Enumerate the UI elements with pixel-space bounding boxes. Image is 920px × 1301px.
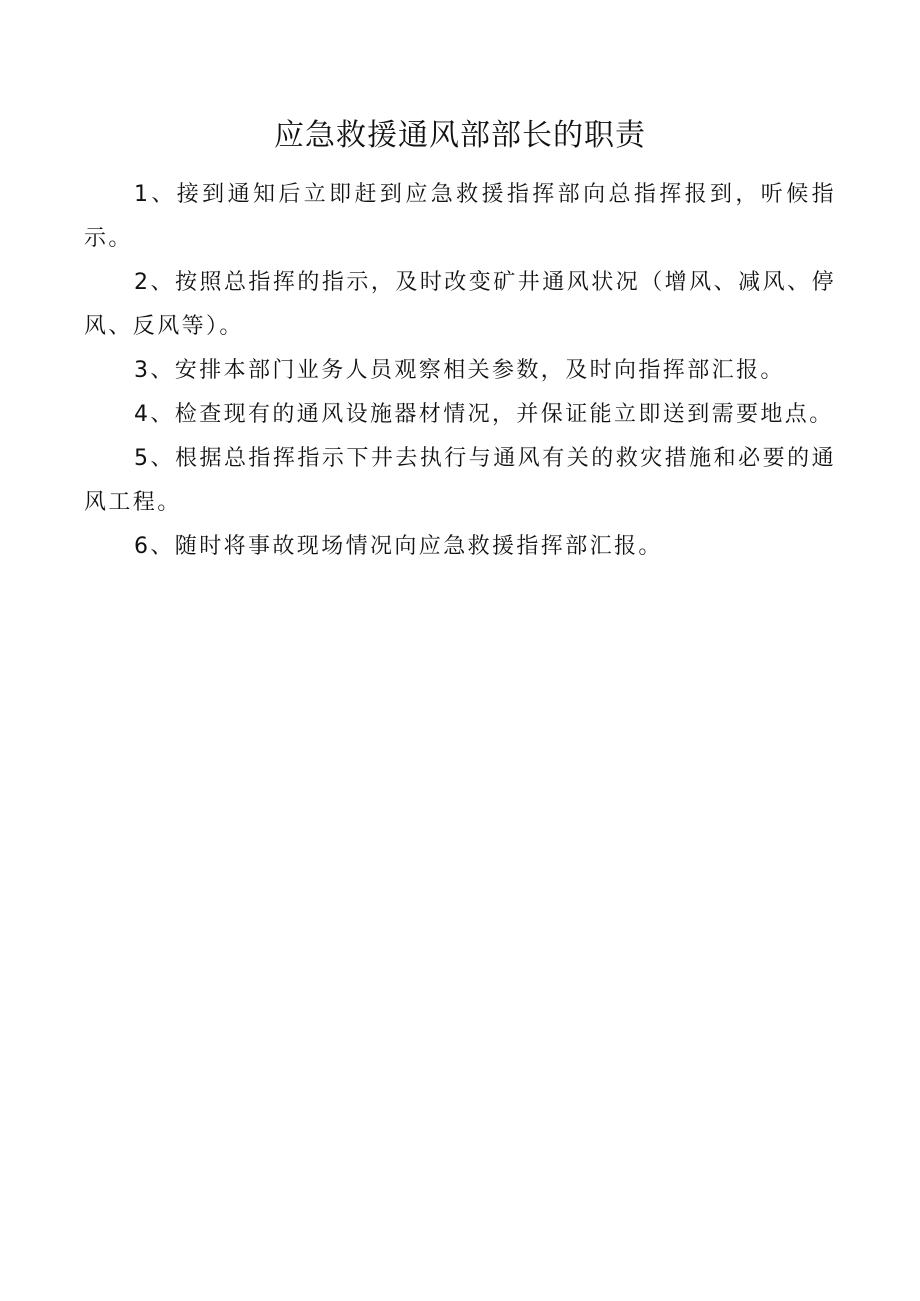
duty-item-1: 1、接到通知后立即赶到应急救援指挥部向总指挥报到，听候指示。 [84,182,836,251]
duty-item-2: 2、按照总指挥的指示，及时改变矿井通风状况（增风、减风、停风、反风等）。 [84,270,836,339]
duty-item-6: 6、随时将事故现场情况向应急救援指挥部汇报。 [134,534,663,559]
document-title: 应急救援通风部部长的职责 [274,118,646,153]
duty-item-5: 5、根据总指挥指示下井去执行与通风有关的救灾措施和必要的通风工程。 [84,446,836,515]
duty-item-3: 3、安排本部门业务人员观察相关参数，及时向指挥部汇报。 [134,358,785,383]
duty-list [84,173,836,569]
duty-item-4: 4、检查现有的通风设施器材情况，并保证能立即送到需要地点。 [134,402,834,427]
